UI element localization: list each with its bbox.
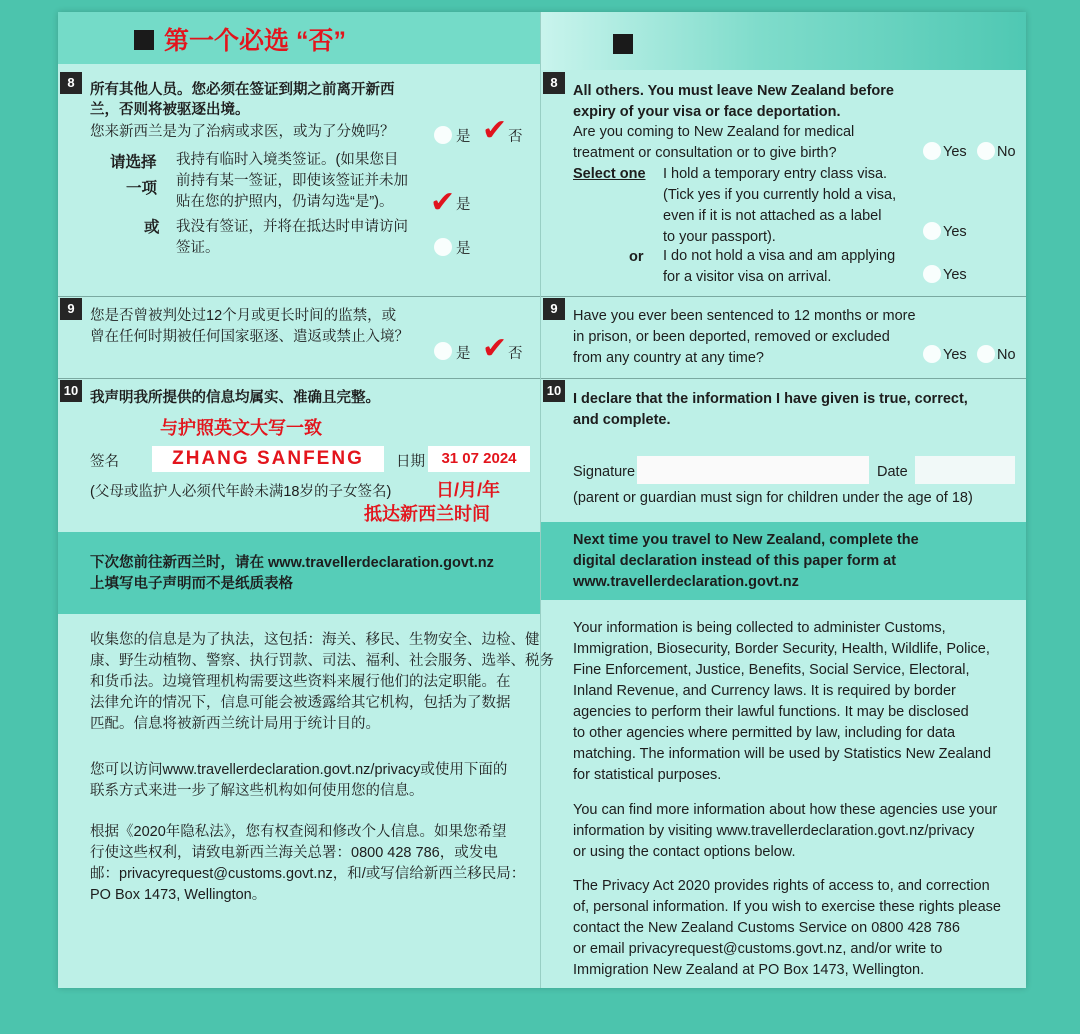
q8-option-2-yes-radio[interactable] [434, 238, 452, 256]
q9-yes-radio[interactable] [434, 342, 452, 360]
q8-title-line-2: 兰，否则将被驱逐出境。 [90, 102, 250, 118]
q8-option-2-yes-label: 是 [456, 241, 471, 257]
q8-yes-radio[interactable] [434, 126, 452, 144]
select-one-label-1: 请选择 [110, 154, 157, 171]
chinese-column [58, 12, 554, 988]
next-time-band [58, 532, 540, 614]
next-time-text: Next time you travel to New Zealand, complete the digital declaration instead of this paper form at www.travellerdeclaration.govt.nz [573, 532, 919, 590]
q8-yes-label: Yes [943, 144, 967, 160]
q9-no-label: 否 [508, 346, 523, 362]
next-time-text: 下次您前往新西兰时，请在 www.travellerdeclaration.govt.nz 上填写电子声明而不是纸质表格 [90, 555, 494, 592]
q8-question: Are you coming to New Zealand for medical treatment or consultation or to give birth? [573, 124, 855, 161]
or-label: 或 [144, 219, 160, 236]
q8-option-1-yes-radio[interactable] [923, 222, 941, 240]
question-number-10: 10 [543, 380, 565, 402]
checkmark-icon: ✔ [482, 331, 508, 366]
divider [541, 378, 1026, 379]
q8-option-2-yes-label: Yes [943, 267, 967, 283]
q8-title-line-1: 所有其他人员。您必须在签证到期之前离开新西 [90, 82, 395, 98]
q8-option-2-yes-radio[interactable] [923, 265, 941, 283]
q8-option-1-text: 我持有临时入境类签证。(如果您目 前持有某一签证，即使该签证并未加 贴在您的护照内，仍请勾选“是”)。 [176, 152, 408, 210]
question-number-8: 8 [543, 72, 565, 94]
signature-label: Signature [573, 464, 636, 480]
q10-declaration: I declare that the information I have given is true, correct, and complete. [573, 391, 968, 428]
date-field[interactable]: 31 07 2024 [428, 446, 530, 472]
q9-yes-label: Yes [943, 347, 967, 363]
date-field[interactable] [915, 456, 1015, 484]
privacy-paragraph-3: The Privacy Act 2020 provides rights of access to, and correction of, personal information. If you wish to exercise these rights please contact the New Zealand Customs Service on 0800 428 786 or email privacyrequest@customs.govt.nz, and/or write to Immigration New Zealand at PO Box 1473, Wellington. [573, 878, 1001, 978]
q8-yes-radio[interactable] [923, 142, 941, 160]
declaration-form-page [58, 12, 1026, 988]
date-label: Date [877, 464, 908, 480]
checkmark-icon: ✔ [482, 113, 508, 148]
date-label: 日期 [396, 454, 425, 470]
q10-declaration: 我声明我所提供的信息均属实、准确且完整。 [90, 390, 380, 406]
question-number-9: 9 [543, 298, 565, 320]
guardian-note: (父母或监护人必须代年龄未满18岁的子女签名) [90, 484, 392, 500]
banner-annotation: 第一个必选 “否” [164, 27, 346, 55]
q8-option-2-text: I do not hold a visa and am applying for a visitor visa on arrival. [663, 248, 896, 285]
q9-question: 您是否曾被判处过12个月或更长时间的监禁，或 曾在任何时期被任何国家驱逐、遣返或禁止入境？ [90, 308, 409, 345]
q8-no-label: 否 [508, 129, 523, 145]
divider [541, 296, 1026, 297]
or-label: or [629, 249, 644, 265]
privacy-paragraph-1: Your information is being collected to administer Customs, Immigration, Biosecurity, Border Security, Health, Wildlife, Police, Fine Enforcement, Justice, Benefits, Social Service, Electoral, Inland Revenue, and Currency laws. It is required by border agencies to perform their lawful functions. It may be disclosed to other agencies where permitted by law, including for data matching. The information will be used by Statistics New Zealand for statistical purposes. [573, 620, 992, 783]
next-time-band [541, 522, 1026, 600]
question-number-9: 9 [60, 298, 82, 320]
black-square-marker [613, 34, 633, 54]
select-one-label: Select one [573, 166, 646, 182]
divider [58, 378, 540, 379]
privacy-paragraph-1: 收集您的信息是为了执法，这包括：海关、移民、生物安全、边检、健 康、野生动植物、警察、执行罚款、司法、福利、社会服务、选举、税务 和货币法。边境管理机构需要这些资料来履行他们的法定职能。在 法律允许的情况下，信息可能会被透露给其它机构，包括为了数据 匹配。信息将被新西兰统计局用于统计目的。 [90, 632, 554, 732]
privacy-paragraph-2: You can find more information about how these agencies use your information by visiting www.travellerdeclaration.govt.nz/privacy or using the contact options below. [573, 802, 998, 860]
q9-no-label: No [997, 347, 1016, 363]
question-number-10: 10 [60, 380, 82, 402]
q9-yes-radio[interactable] [923, 345, 941, 363]
q8-title: All others. You must leave New Zealand before expiry of your visa or face deportation. [573, 83, 894, 120]
q8-no-label: No [997, 144, 1016, 160]
annotation-arrival-time: 抵达新西兰时间 [364, 504, 490, 524]
english-column [540, 12, 1026, 988]
q9-question: Have you ever been sentenced to 12 months or more in prison, or been deported, removed or excluded from any country at any time? [573, 308, 916, 366]
q8-option-1-yes-label: 是 [456, 197, 471, 213]
annotation-date-format: 日/月/年 [436, 480, 501, 500]
annotation-caps-match-passport: 与护照英文大写一致 [160, 418, 322, 438]
privacy-paragraph-3: 根据《2020年隐私法》，您有权查阅和修改个人信息。如果您希望 行使这些权利，请致电新西兰海关总署：0800 428 786，或发电 邮：privacyrequest@customs.govt.nz，和/或写信给新西兰移民局： PO Box 1473, Wellington。 [90, 824, 526, 903]
signature-label: 签名 [90, 454, 119, 470]
select-one-label-2: 一项 [126, 180, 158, 197]
q9-yes-label: 是 [456, 346, 471, 362]
guardian-note: (parent or guardian must sign for children under the age of 18) [573, 490, 973, 506]
q8-option-1-text: I hold a temporary entry class visa. (Tick yes if you currently hold a visa, even if it is not attached as a label to your passport). [663, 166, 897, 245]
q8-no-radio[interactable] [977, 142, 995, 160]
signature-field[interactable] [637, 456, 869, 484]
q8-yes-label: 是 [456, 129, 471, 145]
q8-option-1-yes-label: Yes [943, 224, 967, 240]
q9-no-radio[interactable] [977, 345, 995, 363]
checkmark-icon: ✔ [430, 185, 456, 220]
signature-field[interactable]: ZHANG SANFENG [152, 446, 384, 472]
q8-option-2-text: 我没有签证，并将在抵达时申请访问 签证。 [176, 219, 408, 256]
question-number-8: 8 [60, 72, 82, 94]
divider [58, 296, 540, 297]
q8-question: 您来新西兰是为了治病或求医，或为了分娩吗？ [90, 124, 395, 140]
privacy-paragraph-2: 您可以访问www.travellerdeclaration.govt.nz/privacy或使用下面的 联系方式来进一步了解这些机构如何使用您的信息。 [90, 762, 508, 799]
black-square-marker [134, 30, 154, 50]
